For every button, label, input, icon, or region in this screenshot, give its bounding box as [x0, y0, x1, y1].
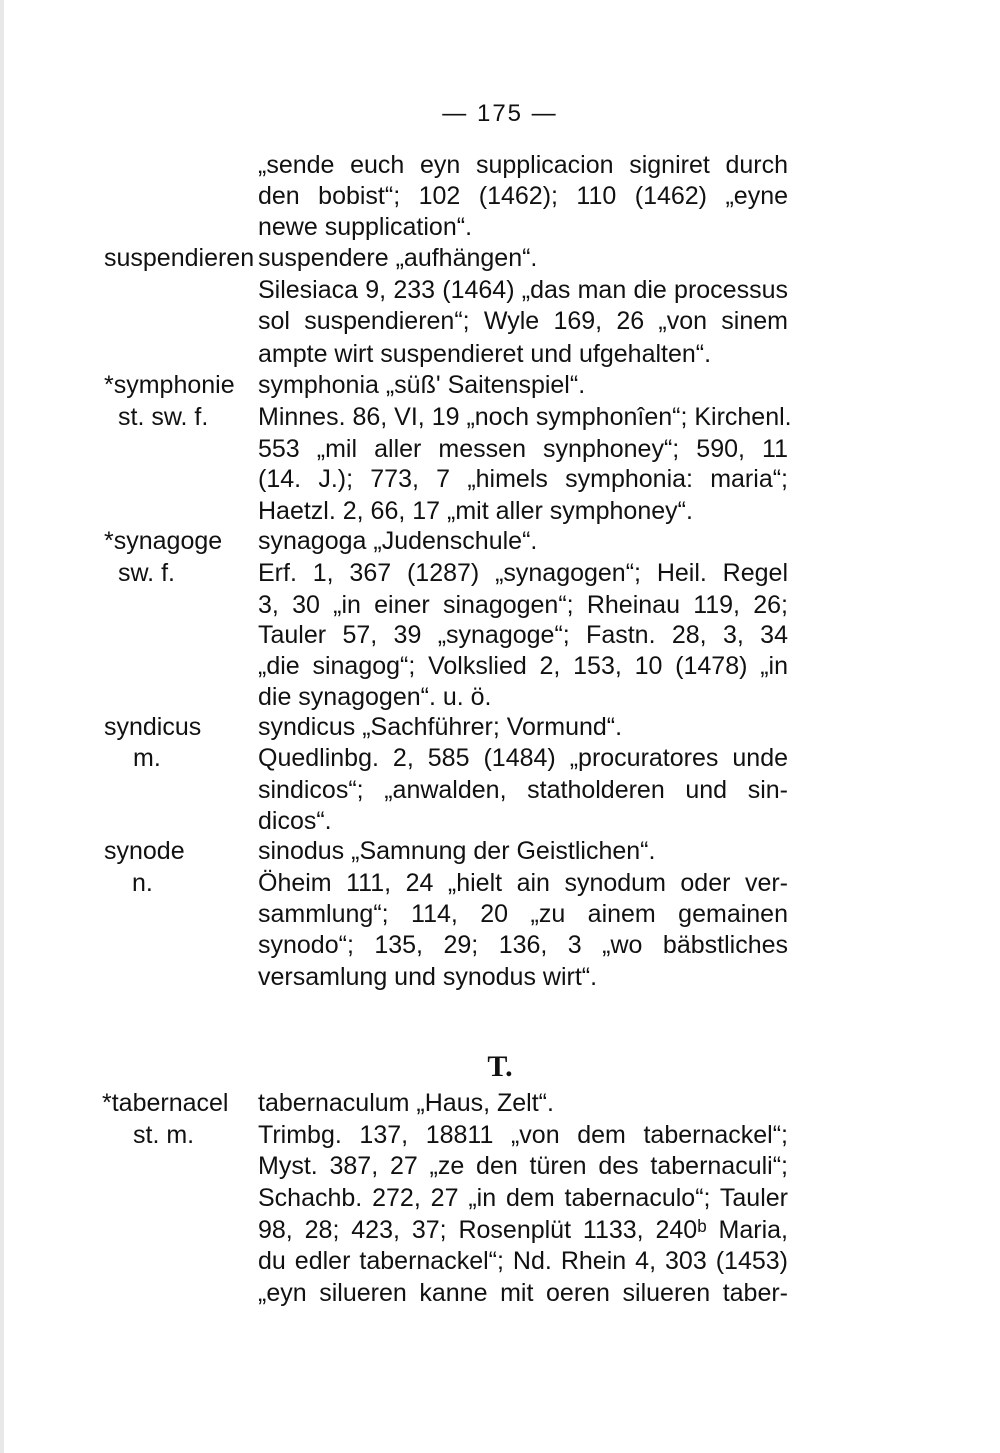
text-line: suspendere „aufhängen“. [258, 244, 538, 272]
page-number: — 175 — [442, 100, 558, 127]
text-line: Schachb. 272, 27 „in dem tabernaculo“; Tauler [258, 1184, 788, 1212]
text-line: Haetzl. 2, 66, 17 „mit aller symphoney“. [258, 497, 693, 525]
text-line: (14. J.); 773, 7 „himels symphonia: maria“; [258, 465, 788, 493]
text-line: 553 „mil aller messen synphoney“; 590, 11 [258, 435, 788, 463]
grammar-symphonie: st. sw. f. [118, 403, 209, 431]
text-line: Myst. 387, 27 „ze den türen des tabernaculi“; [258, 1152, 788, 1180]
text-line: tabernaculum „Haus, Zelt“. [258, 1089, 554, 1117]
text-line: synodo“; 135, 29; 136, 3 „wo bäbstliches [258, 931, 788, 959]
text-line: die synagogen“. u. ö. [258, 683, 492, 711]
grammar-synode: n. [132, 869, 153, 897]
scan-edge [0, 0, 4, 1453]
text-line: synagoga „Judenschule“. [258, 527, 538, 555]
text-line: dicos“. [258, 807, 332, 835]
text-line: 98, 28; 423, 37; Rosenplüt 1133, 240ᵇ Maria, [258, 1216, 788, 1244]
text-line: du edler tabernackel“; Nd. Rhein 4, 303 (1453) [258, 1247, 788, 1275]
text-line: Trimbg. 137, 18811 „von dem tabernackel“; [258, 1121, 788, 1149]
text-line: symphonia „süß' Saitenspiel“. [258, 371, 586, 399]
text-line: den bobist“; 102 (1462); 110 (1462) „eyne [258, 182, 788, 210]
headword-symphonie: *symphonie [104, 371, 235, 399]
grammar-syndicus: m. [133, 744, 161, 772]
text-line: „die sinagog“; Volkslied 2, 153, 10 (1478) „in [258, 652, 788, 680]
text-line: syndicus „Sachführer; Vormund“. [258, 713, 623, 741]
headword-syndicus: syndicus [104, 713, 202, 741]
text-line: Erf. 1, 367 (1287) „synagogen“; Heil. Regel [258, 559, 788, 587]
text-line: newe supplication“. [258, 213, 473, 241]
text-line: sinodus „Samnung der Geistlichen“. [258, 837, 656, 865]
text-line: sindicos“; „anwalden, statholderen und sin- [258, 776, 788, 804]
text-line: ampte wirt suspendieret und ufgehalten“. [258, 340, 712, 368]
text-line: 3, 30 „in einer sinagogen“; Rheinau 119, 26; [258, 591, 788, 619]
text-line: „sende euch eyn supplicacion signiret durch [258, 151, 788, 179]
text-line: Minnes. 86, VI, 19 „noch symphonîen“; Kirchenl. [258, 403, 792, 431]
text-line: sammlung“; 114, 20 „zu ainem gemainen [258, 900, 788, 928]
section-heading: T. [487, 1050, 513, 1083]
headword-synagoge: *synagoge [104, 527, 223, 555]
text-line: „eyn silueren kanne mit oeren silueren taber- [258, 1279, 788, 1307]
text-line: Silesiaca 9, 233 (1464) „das man die processus [258, 276, 788, 304]
grammar-synagoge: sw. f. [118, 559, 175, 587]
headword-synode: synode [104, 837, 185, 865]
grammar-tabernacel: st. m. [133, 1121, 195, 1149]
text-line: Öheim 111, 24 „hielt ain synodum oder ver- [258, 869, 788, 897]
headword-suspendieren: suspendieren [104, 244, 255, 272]
text-line: Tauler 57, 39 „synagoge“; Fastn. 28, 3, 34 [258, 621, 788, 649]
text-line: versamlung und synodus wirt“. [258, 963, 598, 991]
text-line: Quedlinbg. 2, 585 (1484) „procuratores unde [258, 744, 788, 772]
text-line: sol suspendieren“; Wyle 169, 26 „von sinem [258, 307, 788, 335]
headword-tabernacel: *tabernacel [102, 1089, 229, 1117]
